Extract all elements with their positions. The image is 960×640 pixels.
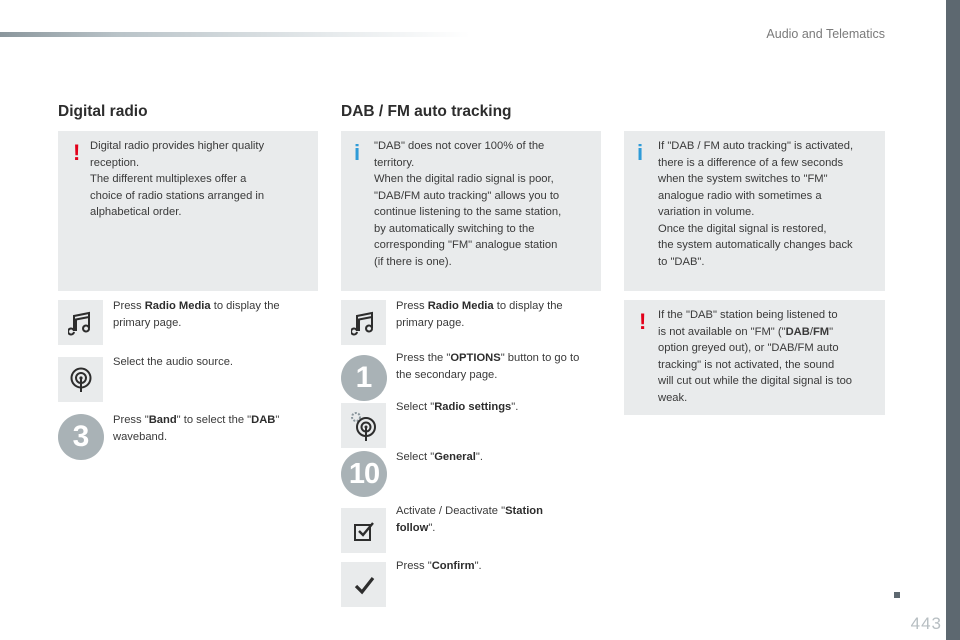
dab-fm-heading: DAB / FM auto tracking xyxy=(341,103,512,120)
music-note-icon xyxy=(58,300,103,345)
note-text: If "DAB / FM auto tracking" is activated, there is a difference of a few seconds when the system switches to "FM" analogue radio with sometimes a variation in volume. Once the digital signal is restored, the system automatically changes back to "DAB". xyxy=(658,140,854,268)
note-text: "DAB" does not cover 100% of the territory. When the digital radio signal is poor, "DAB/FM auto tracking" allows you to continue listening to the same station, by automatically switching to the corresponding "FM" analogue station (if there is one). xyxy=(374,140,562,268)
signal-loss-warning-note xyxy=(624,300,885,415)
mid-step-6-text: Press "Confirm". xyxy=(396,560,482,572)
music-note-icon xyxy=(341,300,386,345)
digital-radio-heading: Digital radio xyxy=(58,103,148,120)
page-number: 443 xyxy=(910,614,942,633)
page-marker xyxy=(894,592,900,598)
checkbox-icon xyxy=(341,508,386,553)
mid-step-2-text: Press the "OPTIONS" button to go to the secondary page. xyxy=(396,352,580,381)
mid-step-4-text: Select "General". xyxy=(396,451,483,463)
warning-icon: ! xyxy=(73,140,81,165)
mid-step-1-text: Press Radio Media to display the primary page. xyxy=(396,300,563,329)
note-text: Digital radio provides higher quality reception. The different multiplexes offer a choice of radio stations arranged in alphabetical order. xyxy=(90,140,265,218)
digital-radio-warning-note xyxy=(58,131,318,291)
info-icon: i xyxy=(354,140,361,165)
side-strip xyxy=(946,0,960,640)
dab-coverage-info-note xyxy=(341,131,601,291)
radio-source-icon xyxy=(58,357,103,402)
section-title: Audio and Telematics xyxy=(766,27,885,41)
mid-step-5-text: Activate / Deactivate "Station follow". xyxy=(396,505,543,534)
info-icon: i xyxy=(637,140,644,165)
left-step-3-text: Press "Band" to select the "DAB" waveband. xyxy=(113,414,280,443)
mid-step-3-text: Select "Radio settings". xyxy=(396,401,519,413)
auto-tracking-info-note xyxy=(624,131,885,291)
step-number-10: 10 xyxy=(341,451,387,497)
checkmark-icon xyxy=(341,562,386,607)
left-step-2-text: Select the audio source. xyxy=(113,356,234,368)
step-number-3: 3 xyxy=(58,414,104,460)
left-step-1-text: Press Radio Media to display the primary page. xyxy=(113,300,280,329)
note-text: If the "DAB" station being listened to is not available on "FM" ("DAB/FM" option greyed out), or "DAB/FM auto tracking" is not activated, the sound will cut out while the digital signal is too weak. xyxy=(658,309,853,404)
radio-settings-icon xyxy=(341,403,386,448)
warning-icon: ! xyxy=(639,309,647,334)
header-rule xyxy=(0,32,470,37)
step-number-1: 1 xyxy=(341,355,387,401)
